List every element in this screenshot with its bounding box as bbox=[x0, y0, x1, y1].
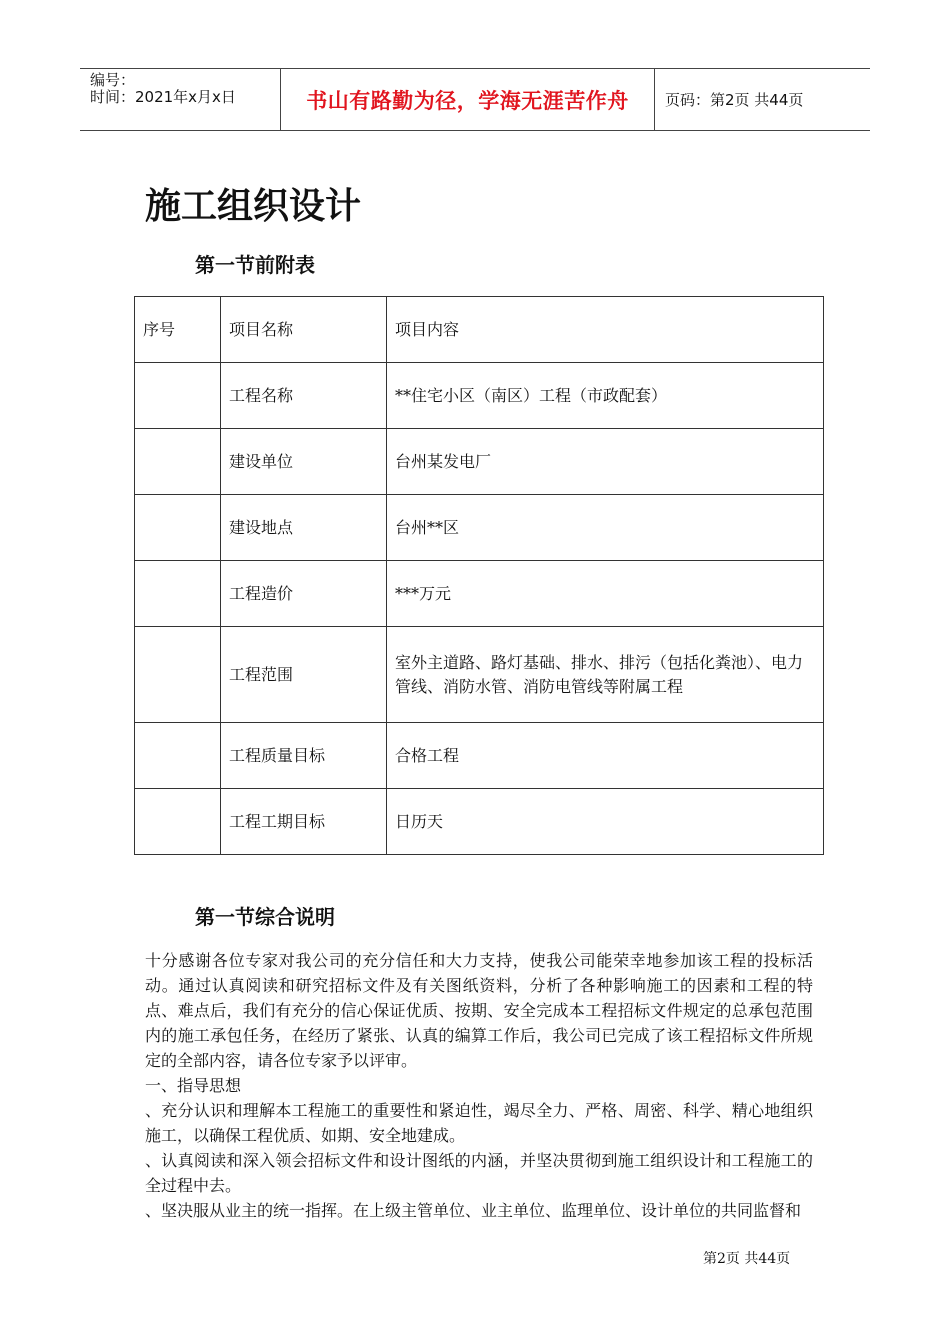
row-content: 日历天 bbox=[387, 789, 824, 855]
page-info: 页码：第2页 共44页 bbox=[665, 91, 804, 109]
row-name: 工程名称 bbox=[221, 363, 387, 429]
row-no bbox=[135, 429, 221, 495]
row-no bbox=[135, 363, 221, 429]
table-row bbox=[135, 561, 824, 627]
row-name: 工程质量目标 bbox=[221, 723, 387, 789]
table-row bbox=[135, 789, 824, 855]
row-name: 工程造价 bbox=[221, 561, 387, 627]
table-header-row bbox=[135, 297, 824, 363]
row-content: 台州某发电厂 bbox=[387, 429, 824, 495]
motto-text: 书山有路勤为径，学海无涯苦作舟 bbox=[306, 88, 629, 113]
paragraph: 、充分认识和理解本工程施工的重要性和紧迫性，竭尽全力、严格、周密、科学、精心地组织施工，以确保工程优质、如期、安全地建成。 bbox=[145, 1101, 813, 1145]
row-content: 台州**区 bbox=[387, 495, 824, 561]
row-no bbox=[135, 561, 221, 627]
row-no bbox=[135, 495, 221, 561]
paragraph: 、坚决服从业主的统一指挥。在上级主管单位、业主单位、监理单位、设计单位的共同监督和 bbox=[145, 1201, 802, 1220]
document-title: 施工组织设计 bbox=[145, 186, 362, 227]
page-header bbox=[80, 68, 870, 131]
table-row bbox=[135, 723, 824, 789]
header-cell-no: 序号 bbox=[135, 297, 221, 363]
row-name: 工程工期目标 bbox=[221, 789, 387, 855]
paragraph: 十分感谢各位专家对我公司的充分信任和大力支持，使我公司能荣幸地参加该工程的投标活动。通过认真阅读和研究招标文件及有关图纸资料，分析了各种影响施工的因素和工程的特点、难点后，我们有充分的信心保证优质、按期、安全完成本工程招标文件规定的总承包范围内的施工承包任务，在经历了紧张、认真的编算工作后，我公司已完成了该工程招标文件所规定的全部内容，请各位专家予以评审。 bbox=[145, 951, 813, 1070]
row-name: 建设单位 bbox=[221, 429, 387, 495]
table-row bbox=[135, 363, 824, 429]
header-cell-name: 项目名称 bbox=[221, 297, 387, 363]
row-content: 室外主道路、路灯基础、排水、排污（包括化粪池）、电力管线、消防水管、消防电管线等附属工程 bbox=[387, 627, 824, 723]
page-footer: 第2页 共44页 bbox=[703, 1251, 791, 1267]
number-label: 编号： bbox=[90, 71, 136, 89]
table-row bbox=[135, 627, 824, 723]
row-no bbox=[135, 789, 221, 855]
header-motto-cell bbox=[281, 69, 655, 130]
row-no bbox=[135, 723, 221, 789]
header-page-cell bbox=[655, 69, 870, 130]
section-title-overview: 第一节综合说明 bbox=[195, 905, 335, 929]
row-content: ***万元 bbox=[387, 561, 824, 627]
row-no bbox=[135, 627, 221, 723]
paragraph: 一、指导思想 bbox=[145, 1076, 242, 1095]
header-left-cell bbox=[80, 69, 281, 130]
paragraph: 、认真阅读和深入领会招标文件和设计图纸的内涵，并坚决贯彻到施工组织设计和工程施工的全过程中去。 bbox=[145, 1151, 813, 1195]
row-content: 合格工程 bbox=[387, 723, 824, 789]
row-name: 建设地点 bbox=[221, 495, 387, 561]
time-label: 时间：2021年x月x日 bbox=[90, 88, 236, 106]
table-row bbox=[135, 495, 824, 561]
section-title-appendix: 第一节前附表 bbox=[195, 253, 315, 277]
header-cell-content: 项目内容 bbox=[387, 297, 824, 363]
row-content: **住宅小区（南区）工程（市政配套） bbox=[387, 363, 824, 429]
overview-body bbox=[145, 948, 813, 1223]
row-name: 工程范围 bbox=[221, 627, 387, 723]
project-info-table bbox=[134, 296, 824, 855]
table-row bbox=[135, 429, 824, 495]
